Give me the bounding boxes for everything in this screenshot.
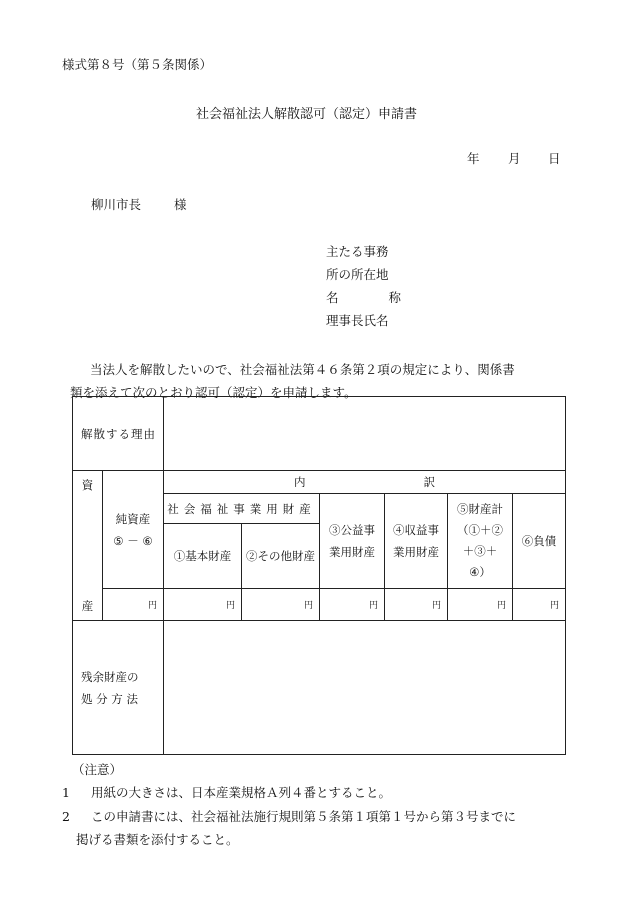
date-month-label: 月 xyxy=(508,151,521,166)
liabilities-header: ⑥負債 xyxy=(513,494,566,589)
assets-label-bottom: 産 xyxy=(81,599,94,613)
note-1-number: 1 xyxy=(62,785,70,800)
assets-label xyxy=(73,471,103,621)
surplus-line-2: 処 分 方 法 xyxy=(81,691,138,706)
breakdown-b: 訳 xyxy=(423,475,436,489)
breakdown-header xyxy=(164,471,566,494)
note-2-number: 2 xyxy=(62,809,70,824)
honorific: 様 xyxy=(174,197,187,212)
date-year-label: 年 xyxy=(467,151,480,166)
breakdown-a: 内 xyxy=(294,475,306,489)
net-assets-header xyxy=(103,471,164,589)
profit-property-amount[interactable]: 円 xyxy=(385,589,448,621)
amount-row xyxy=(73,589,566,621)
net-assets-amount[interactable]: 円 xyxy=(103,589,164,621)
note-2-text-line-1: この申請書には、社会福祉法施行規則第５条第１項第１号から第３号までに xyxy=(91,809,517,824)
name-label-a: 名 xyxy=(326,290,339,305)
notes-heading: （注意） xyxy=(72,762,123,777)
form-number: 様式第８号（第５条関係） xyxy=(62,57,213,72)
basic-property-header: ①基本財産 xyxy=(164,524,242,589)
net-assets-line-1: 純資産 xyxy=(115,511,151,526)
director-name-label: 理事長氏名 xyxy=(326,313,389,328)
surplus-method-field[interactable] xyxy=(164,621,566,755)
net-assets-line-2: ⑤ － ⑥ xyxy=(113,533,153,548)
total-line-1: ⑤財産計 xyxy=(457,502,503,516)
applicant-block xyxy=(326,246,401,338)
total-property-amount[interactable]: 円 xyxy=(448,589,513,621)
date-day-label: 日 xyxy=(548,151,561,166)
office-address-label-1: 主たる事務 xyxy=(326,244,389,259)
total-property-header xyxy=(448,494,513,589)
welfare-property-header: 社会福祉事業用財産 xyxy=(164,494,320,524)
name-label-b: 称 xyxy=(388,290,401,305)
note-1-text: 用紙の大きさは、日本産業規格Ａ列４番とすること。 xyxy=(91,785,392,800)
other-property-header: ②その他財産 xyxy=(242,524,320,589)
surplus-method-label xyxy=(73,621,164,755)
profit-line-2: 業用財産 xyxy=(393,545,439,559)
public-line-2: 業用財産 xyxy=(329,545,375,559)
public-line-1: ③公益事 xyxy=(329,523,375,537)
total-line-2: （①＋② xyxy=(457,523,503,537)
surplus-line-1: 残余財産の xyxy=(81,669,139,684)
assets-label-top: 資 xyxy=(81,478,94,492)
corporation-name-label xyxy=(326,292,401,315)
basic-property-amount[interactable]: 円 xyxy=(164,589,242,621)
profit-property-header xyxy=(385,494,448,589)
public-property-amount[interactable]: 円 xyxy=(320,589,385,621)
reason-field[interactable] xyxy=(164,397,566,471)
office-address-label-2: 所の所在地 xyxy=(326,267,389,282)
total-line-4: ④） xyxy=(469,565,491,579)
note-2-text-line-2: 掲げる書類を添付すること。 xyxy=(76,832,239,847)
liabilities-amount[interactable]: 円 xyxy=(513,589,566,621)
total-line-3: ＋③＋ xyxy=(462,544,498,558)
dissolution-table xyxy=(72,396,566,755)
other-property-amount[interactable]: 円 xyxy=(242,589,320,621)
intro-line-2: 類を添えて次のとおり認可（認定）を申請します。 xyxy=(70,385,357,400)
reason-label: 解散する理由 xyxy=(73,397,164,471)
addressee: 柳川市長 xyxy=(91,197,142,212)
intro-line-1: 当法人を解散したいので、社会福祉法第４６条第２項の規定により、関係書 xyxy=(90,362,515,377)
page-title: 社会福祉法人解散認可（認定）申請書 xyxy=(196,107,418,122)
profit-line-1: ④収益事 xyxy=(393,523,439,537)
public-property-header xyxy=(320,494,385,589)
